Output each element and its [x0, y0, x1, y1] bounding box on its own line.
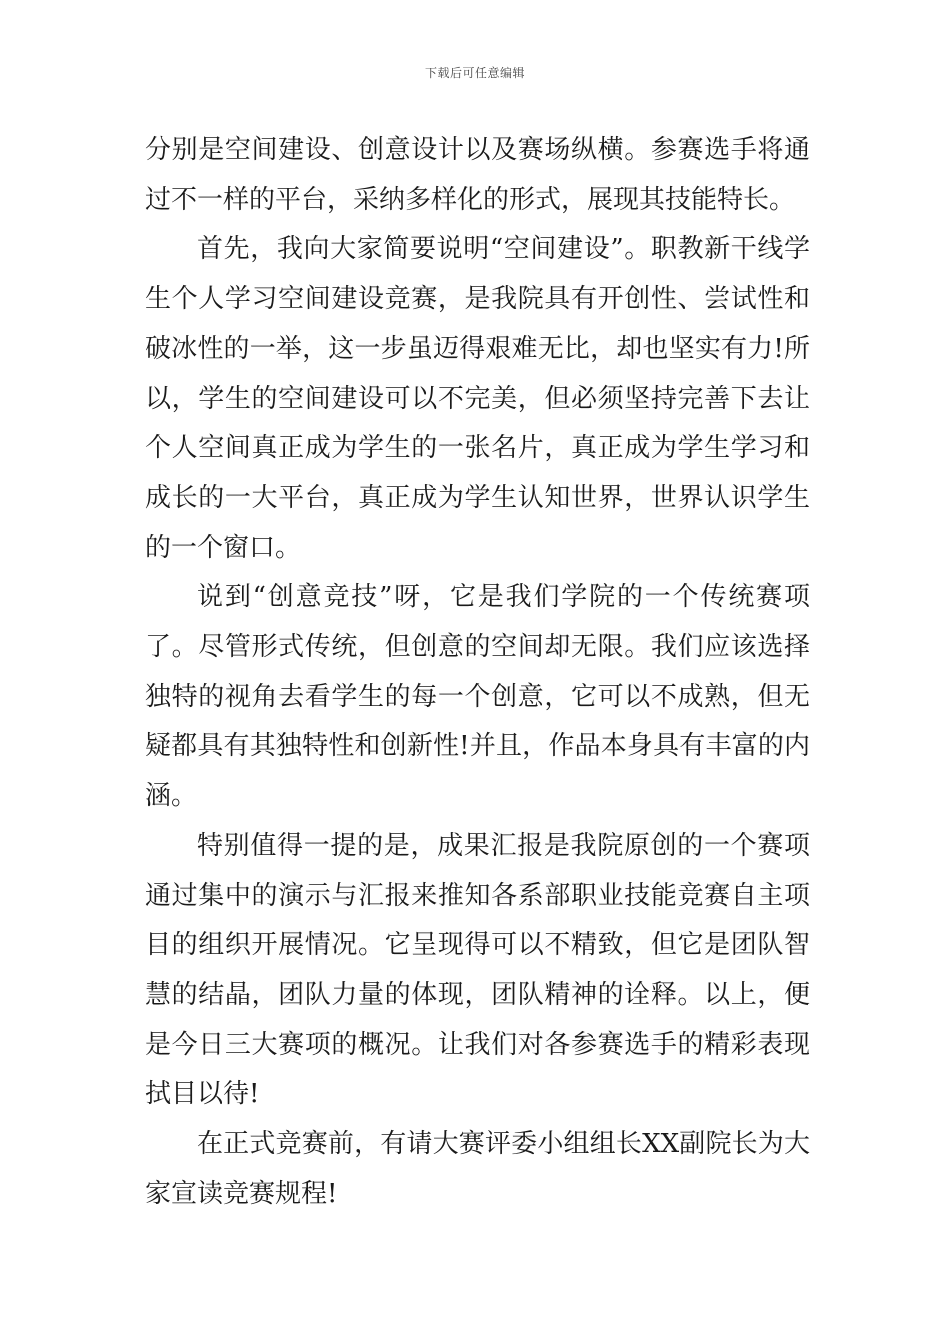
document-body: [145, 126, 810, 1219]
paragraph-3: 说到“创意竞技”呀，它是我们学院的一个传统赛项了。尽管形式传统，但创意的空间却无限。我们应该选择独特的视角去看学生的每一个创意，它可以不成熟，但无疑都具有其独特性和创新性!并且，作品本身具有丰富的内涵。: [145, 582, 810, 812]
paragraph-2: 首先，我向大家简要说明“空间建设”。职教新干线学生个人学习空间建设竞赛，是我院具有开创性、尝试性和破冰性的一举，这一步虽迈得艰难无比，却也坚实有力!所以，学生的空间建设可以不完美，但必须坚持完善下去让个人空间真正成为学生的一张名片，真正成为学生学习和成长的一大平台，真正成为学生认知世界，世界认识学生的一个窗口。: [145, 234, 810, 563]
page-header: 下载后可任意编辑: [424, 66, 525, 80]
paragraph-5: 在正式竞赛前，有请大赛评委小组组长XX副院长为大家宣读竞赛规程!: [145, 1129, 810, 1209]
paragraph-4: 特别值得一提的是，成果汇报是我院原创的一个赛项通过集中的演示与汇报来推知各系部职业技能竞赛自主项目的组织开展情况。它呈现得可以不精致，但它是团队智慧的结晶，团队力量的体现，团队精神的诠释。以上，便是今日三大赛项的概况。让我们对各参赛选手的精彩表现拭目以待!: [145, 830, 810, 1110]
paragraph-1: 分别是空间建设、创意设计以及赛场纵横。参赛选手将通过不一样的平台，采纳多样化的形式，展现其技能特长。: [145, 135, 810, 215]
